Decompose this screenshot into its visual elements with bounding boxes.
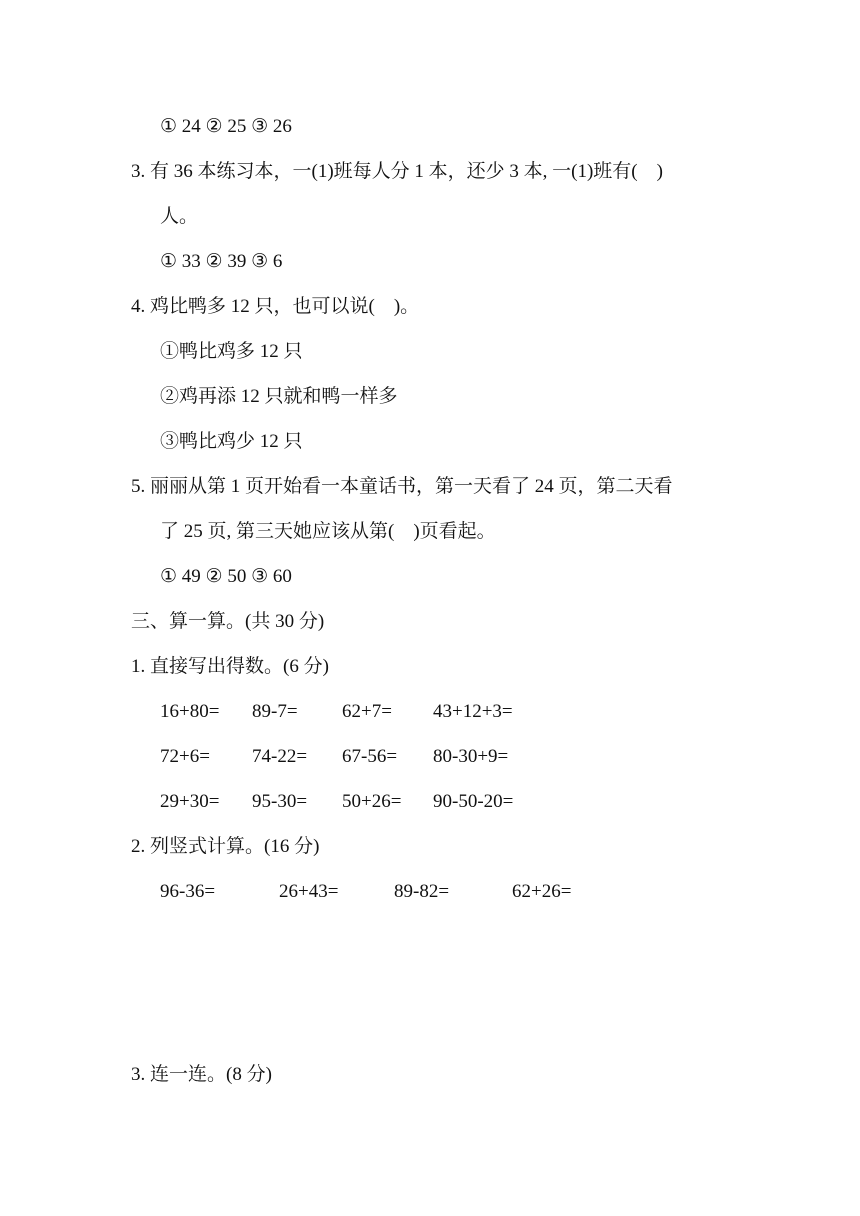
q4-option-3: ③鸭比鸡少 12 只 [160, 431, 303, 452]
part-3-title: 3. 连一连。(8 分) [131, 1064, 272, 1085]
calc-item: 26+43= [279, 881, 339, 902]
math-item: 67-56= [342, 746, 398, 767]
math-item: 72+6= [160, 746, 210, 767]
part-2-title: 2. 列竖式计算。(16 分) [131, 836, 320, 857]
math-item: 74-22= [252, 746, 308, 767]
q5-stem-line2: 了 25 页, 第三天她应该从第( )页看起。 [160, 521, 496, 542]
q2-options: ① 24 ② 25 ③ 26 [160, 116, 292, 137]
q4-stem: 4. 鸡比鸭多 12 只，也可以说( )。 [131, 296, 420, 317]
q4-option-2: ②鸡再添 12 只就和鸭一样多 [160, 386, 398, 407]
math-item: 62+7= [342, 701, 392, 722]
math-item: 89-7= [252, 701, 298, 722]
q3-stem-line1: 3. 有 36 本练习本，一(1)班每人分 1 本，还少 3 本, 一(1)班有( ) [131, 161, 663, 182]
math-item: 16+80= [160, 701, 220, 722]
q3-stem-line2: 人。 [160, 206, 199, 227]
math-item: 29+30= [160, 791, 220, 812]
q3-options: ① 33 ② 39 ③ 6 [160, 251, 283, 272]
q5-stem-line1: 5. 丽丽从第 1 页开始看一本童话书，第一天看了 24 页，第二天看 [131, 476, 673, 497]
calc-item: 89-82= [394, 881, 450, 902]
math-item: 95-30= [252, 791, 308, 812]
math-item: 50+26= [342, 791, 402, 812]
calc-item: 96-36= [160, 881, 216, 902]
q5-options: ① 49 ② 50 ③ 60 [160, 566, 292, 587]
part-1-title: 1. 直接写出得数。(6 分) [131, 656, 329, 677]
section-3-title: 三、算一算。(共 30 分) [131, 611, 325, 632]
math-item: 43+12+3= [433, 701, 513, 722]
calc-item: 62+26= [512, 881, 572, 902]
math-item: 80-30+9= [433, 746, 509, 767]
q4-option-1: ①鸭比鸡多 12 只 [160, 341, 303, 362]
math-item: 90-50-20= [433, 791, 514, 812]
